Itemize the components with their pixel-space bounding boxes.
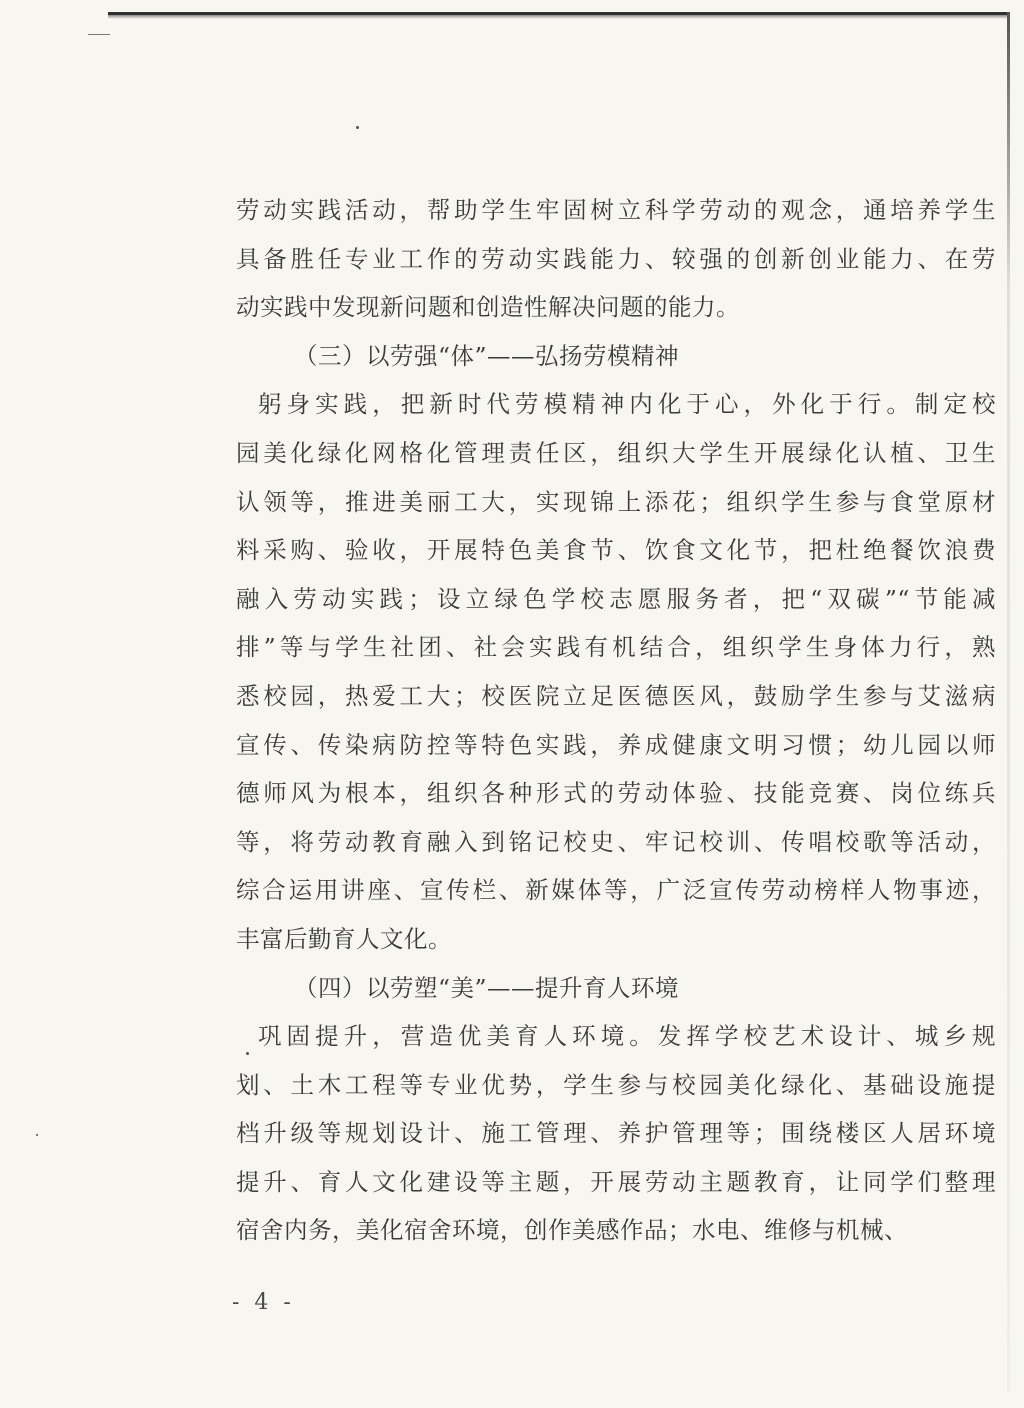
text-line: 宿舍内务，美化宿舍环境，创作美感作品；水电、维修与机械、 [236, 1216, 908, 1245]
text-line: 综合运用讲座、宣传栏、新媒体等，广泛宣传劳动榜样人物事迹， [236, 876, 996, 905]
text-line: 料采购、验收，开展特色美食节、饮食文化节，把杜绝餐饮浪费 [236, 536, 996, 565]
text-line: 排”等与学生社团、社会实践有机结合，组织学生身体力行，熟 [236, 633, 996, 662]
scan-left-mark [88, 34, 110, 35]
text-line: 宣传、传染病防控等特色实践，养成健康文明习惯；幼儿园以师 [236, 730, 996, 759]
scan-speck [356, 126, 359, 129]
text-line: 划、土木工程等专业优势，学生参与校园美化绿化、基础设施提 [236, 1070, 996, 1099]
text-line: 悉校园，热爱工大；校医院立足医德医风，鼓励学生参与艾滋病 [236, 681, 996, 710]
text-line: 劳动实践活动，帮助学生牢固树立科学劳动的观念，通培养学生 [236, 196, 996, 224]
document-body [236, 186, 996, 1255]
text-line: 等，将劳动教育融入到铭记校史、牢记校训、传唱校歌等活动， [236, 827, 996, 856]
scan-right-edge [1007, 12, 1010, 1392]
text-line: 园美化绿化网格化管理责任区，组织大学生开展绿化认植、卫生 [236, 438, 996, 467]
text-line: 提升、育人文化建设等主题，开展劳动主题教育，让同学们整理 [236, 1167, 996, 1196]
text-line: 认领等，推进美丽工大，实现锦上添花；组织学生参与食堂原材 [236, 487, 996, 516]
scan-speck [36, 1134, 38, 1136]
text-line: 丰富后勤育人文化。 [236, 924, 452, 953]
section-heading [236, 964, 996, 1013]
section-heading [236, 332, 996, 381]
text-line: 巩固提升，营造优美育人环境。发挥学校艺术设计、城乡规 [258, 1022, 996, 1051]
paragraph [236, 1012, 996, 1255]
scan-top-shadow [108, 15, 1008, 19]
paragraph [236, 380, 996, 963]
text-line: 躬身实践，把新时代劳模精神内化于心，外化于行。制定校 [258, 390, 996, 419]
text-line: 具备胜任专业工作的劳动实践能力、较强的创新创业能力、在劳 [236, 244, 996, 273]
heading-text: （四）以劳塑“美”——提升育人环境 [294, 973, 680, 1002]
text-line: 融入劳动实践；设立绿色学校志愿服务者，把“双碳”“节能减 [236, 584, 996, 613]
text-line: 动实践中发现新问题和创造性解决问题的能力。 [236, 293, 740, 322]
page-number: - 4 - [232, 1290, 295, 1315]
paragraph [236, 186, 996, 332]
heading-text: （三）以劳强“体”——弘扬劳模精神 [294, 341, 680, 370]
text-line: 档升级等规划设计、施工管理、养护管理等；围绕楼区人居环境 [236, 1119, 996, 1148]
text-line: 德师风为根本，组织各种形式的劳动体验、技能竞赛、岗位练兵 [236, 779, 996, 808]
